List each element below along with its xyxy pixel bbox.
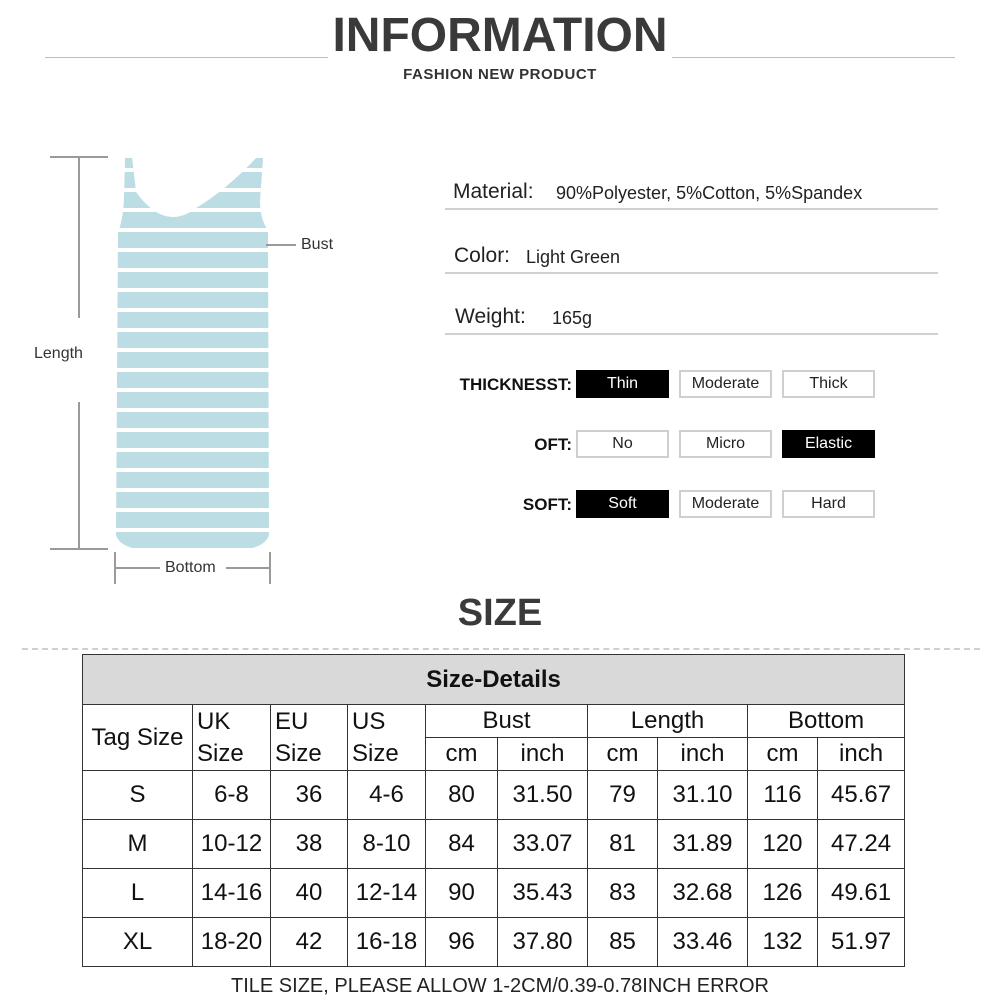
cell-length-cm: 83	[588, 869, 658, 918]
color-row	[445, 244, 938, 274]
header-bottom-cm: cm	[748, 738, 818, 771]
header-bust-cm: cm	[426, 738, 498, 771]
cell-uk: 10-12	[193, 820, 271, 869]
elastic-option-elastic: Elastic	[782, 430, 875, 458]
cell-length-cm: 81	[588, 820, 658, 869]
header-divider-left	[45, 57, 328, 58]
size-footnote: TILE SIZE, PLEASE ALLOW 1-2CM/0.39-0.78INCH ERROR	[231, 975, 769, 997]
soft-option-moderate: Moderate	[679, 490, 772, 518]
cell-bottom-cm: 120	[748, 820, 818, 869]
cell-length-inch: 31.10	[658, 771, 748, 820]
header-eu-line2: Size	[275, 739, 322, 767]
header-length-inch: inch	[658, 738, 748, 771]
cell-bust-inch: 31.50	[498, 771, 588, 820]
header-bottom: Bottom	[748, 705, 905, 738]
soft-option-hard: Hard	[782, 490, 875, 518]
cell-bottom-inch: 51.97	[818, 918, 905, 967]
cell-bottom-inch: 47.24	[818, 820, 905, 869]
cell-uk: 14-16	[193, 869, 271, 918]
size-table	[82, 654, 905, 967]
thickness-option-thin: Thin	[576, 370, 669, 398]
cell-bust-cm: 96	[426, 918, 498, 967]
cell-bust-inch: 35.43	[498, 869, 588, 918]
header-eu-line1: EU	[275, 707, 309, 735]
thickness-label: THICKNESST:	[459, 375, 572, 394]
header-length: Length	[588, 705, 748, 738]
cell-tag: L	[83, 869, 193, 918]
cell-bottom-cm: 132	[748, 918, 818, 967]
elastic-option-micro: Micro	[679, 430, 772, 458]
header-tag-size: Tag Size	[83, 705, 193, 771]
cell-length-inch: 31.89	[658, 820, 748, 869]
cell-bottom-cm: 116	[748, 771, 818, 820]
length-label: Length	[34, 345, 83, 362]
weight-value: 165g	[552, 308, 593, 328]
table-row	[83, 918, 905, 967]
cell-bust-inch: 37.80	[498, 918, 588, 967]
soft-option-soft: Soft	[576, 490, 669, 518]
cell-bottom-inch: 49.61	[818, 869, 905, 918]
header-bottom-inch: inch	[818, 738, 905, 771]
material-value: 90%Polyester, 5%Cotton, 5%Spandex	[556, 183, 863, 203]
header-us-line1: US	[352, 707, 386, 735]
table-row	[83, 869, 905, 918]
cell-bust-cm: 80	[426, 771, 498, 820]
header-us-line2: Size	[352, 739, 399, 767]
cell-eu: 38	[271, 820, 348, 869]
header-uk-line1: UK	[197, 707, 231, 735]
page-subtitle: FASHION NEW PRODUCT	[403, 66, 597, 83]
cell-length-inch: 33.46	[658, 918, 748, 967]
color-value: Light Green	[526, 247, 621, 267]
cell-bust-cm: 84	[426, 820, 498, 869]
header-us-size	[348, 705, 426, 771]
cell-eu: 36	[271, 771, 348, 820]
cell-tag: S	[83, 771, 193, 820]
color-key: Color:	[454, 244, 511, 267]
cell-bottom-inch: 45.67	[818, 771, 905, 820]
elastic-option-no: No	[576, 430, 669, 458]
cell-bust-inch: 33.07	[498, 820, 588, 869]
material-row	[445, 180, 938, 210]
cell-eu: 40	[271, 869, 348, 918]
table-row	[83, 820, 905, 869]
cell-uk: 18-20	[193, 918, 271, 967]
header-uk-size	[193, 705, 271, 771]
soft-label: SOFT:	[522, 495, 572, 514]
weight-row	[445, 305, 938, 335]
cell-uk: 6-8	[193, 771, 271, 820]
bust-label: Bust	[301, 236, 334, 253]
cell-us: 16-18	[348, 918, 426, 967]
cell-bust-cm: 90	[426, 869, 498, 918]
header-divider-right	[672, 57, 955, 58]
material-key: Material:	[453, 180, 534, 203]
cell-length-cm: 85	[588, 918, 658, 967]
cell-length-inch: 32.68	[658, 869, 748, 918]
page-title: INFORMATION	[332, 9, 668, 62]
thickness-option-moderate: Moderate	[679, 370, 772, 398]
header-eu-size	[271, 705, 348, 771]
cell-tag: M	[83, 820, 193, 869]
size-divider	[22, 648, 980, 650]
weight-key: Weight:	[455, 305, 526, 328]
table-row	[83, 771, 905, 820]
cell-us: 4-6	[348, 771, 426, 820]
cell-us: 12-14	[348, 869, 426, 918]
elastic-label: OFT:	[534, 435, 572, 454]
header-bust: Bust	[426, 705, 588, 738]
header-uk-line2: Size	[197, 739, 244, 767]
size-table-caption: Size-Details	[83, 655, 905, 705]
dress-body	[110, 150, 280, 560]
striped-dress-illustration	[20, 140, 380, 600]
header-length-cm: cm	[588, 738, 658, 771]
bottom-label: Bottom	[165, 559, 216, 576]
cell-eu: 42	[271, 918, 348, 967]
cell-us: 8-10	[348, 820, 426, 869]
dress-diagram	[20, 140, 380, 600]
cell-length-cm: 79	[588, 771, 658, 820]
header-bust-inch: inch	[498, 738, 588, 771]
size-heading: SIZE	[457, 592, 543, 634]
cell-tag: XL	[83, 918, 193, 967]
thickness-option-thick: Thick	[782, 370, 875, 398]
cell-bottom-cm: 126	[748, 869, 818, 918]
